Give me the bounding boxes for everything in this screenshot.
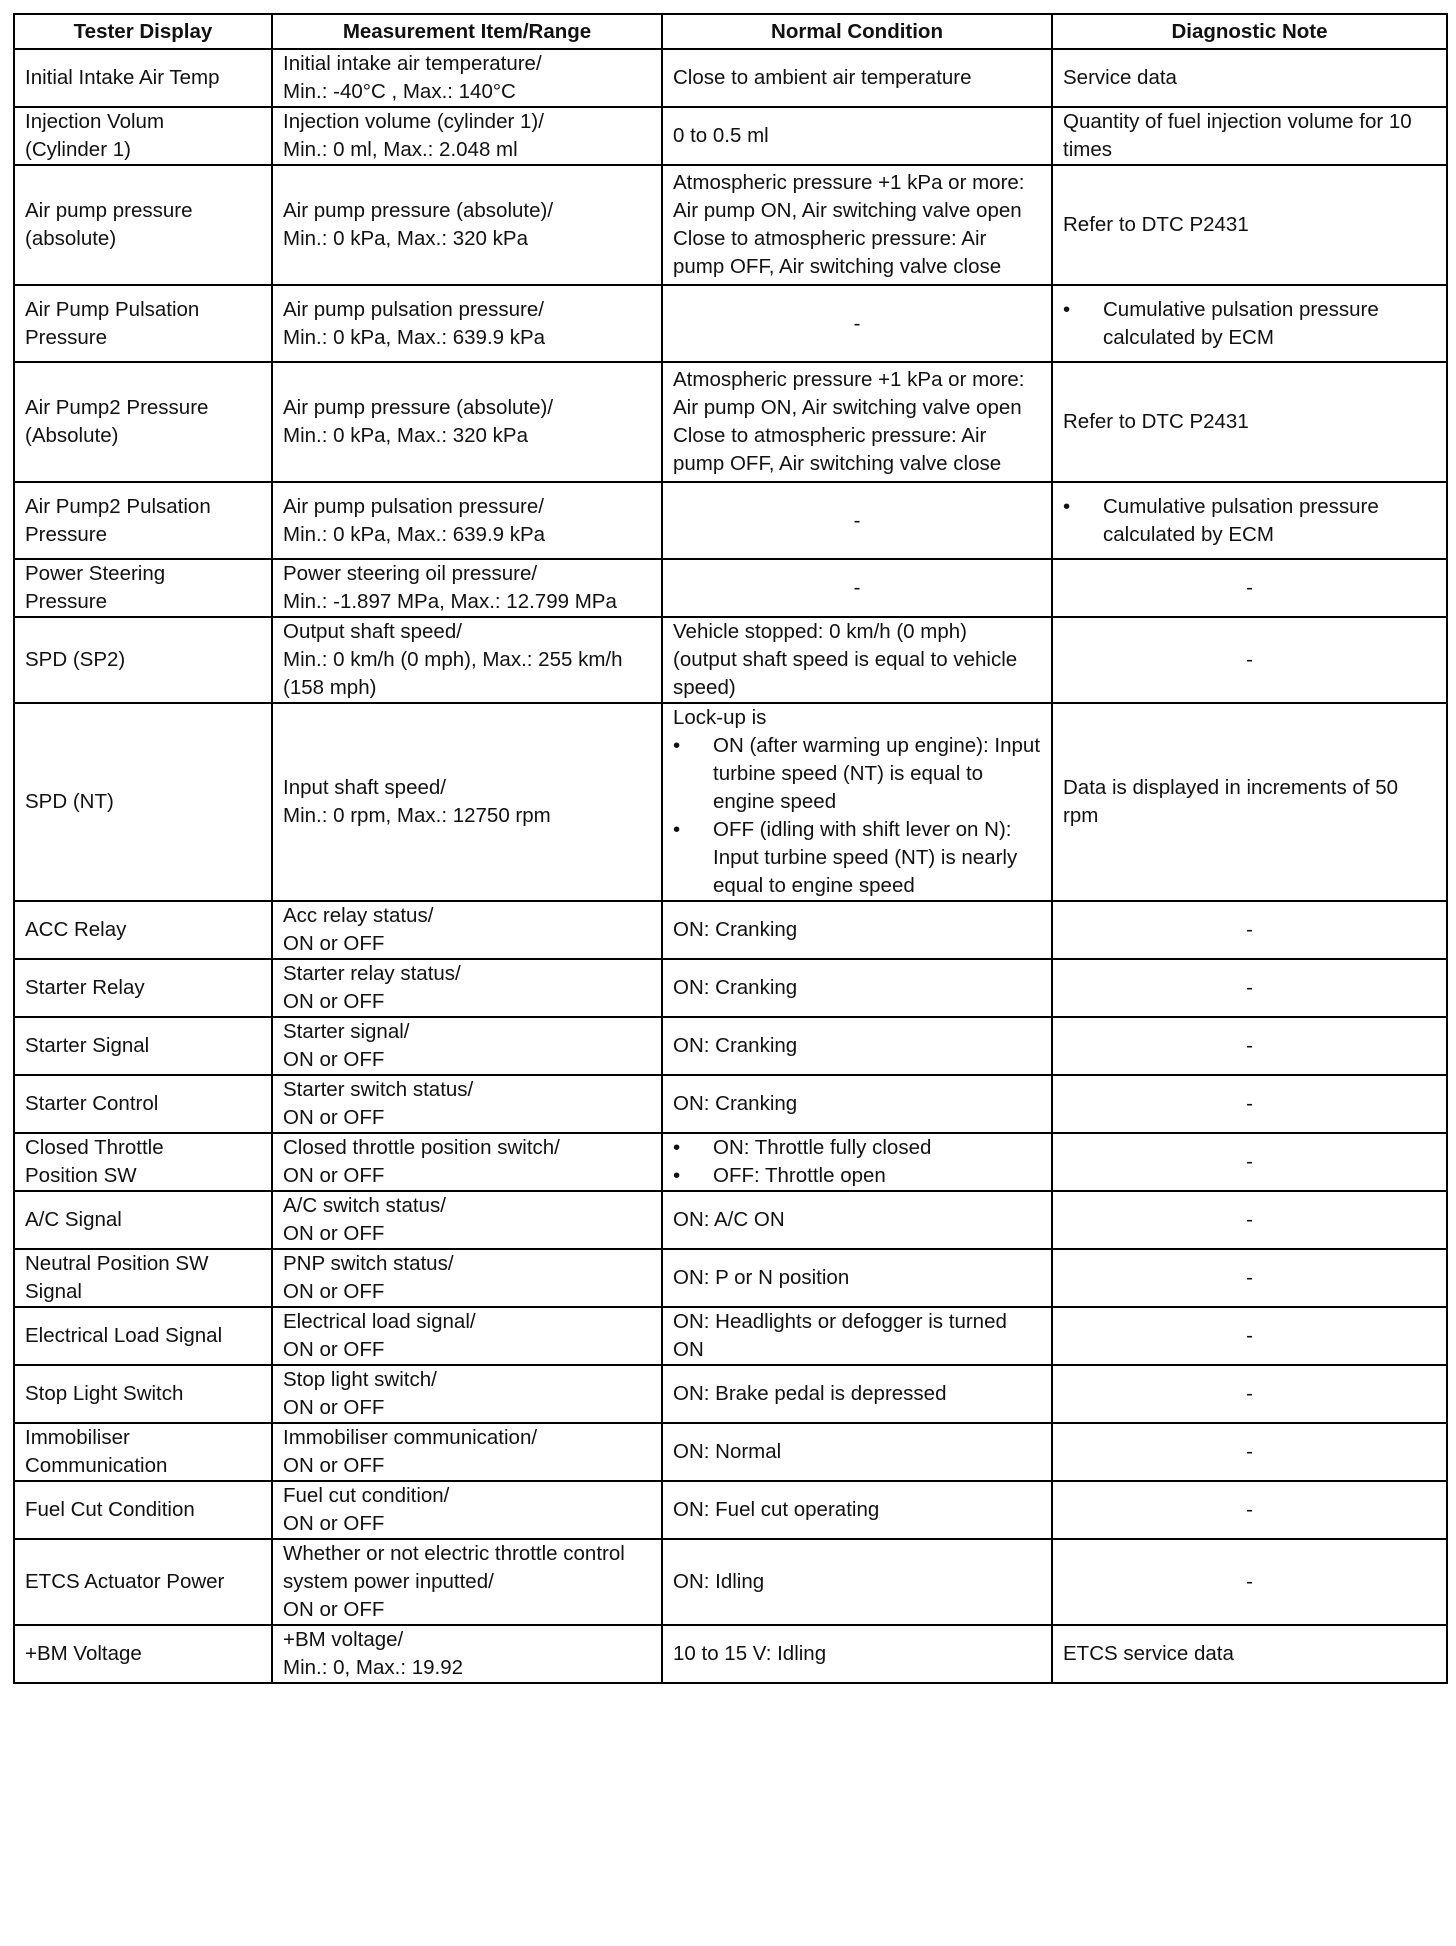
- normal-condition-cell: ON: Fuel cut operating: [662, 1481, 1052, 1539]
- table-row: [14, 703, 1447, 901]
- table-row: [14, 901, 1447, 959]
- table-row: [14, 165, 1447, 285]
- measurement-item-cell: Starter switch status/ ON or OFF: [272, 1075, 662, 1133]
- table-row: [14, 1481, 1447, 1539]
- normal-condition-cell: ON: Normal: [662, 1423, 1052, 1481]
- tester-display-cell: SPD (SP2): [14, 617, 272, 703]
- diagnostic-note-cell: -: [1052, 1075, 1447, 1133]
- measurement-item-cell: Initial intake air temperature/ Min.: -40°C , Max.: 140°C: [272, 49, 662, 107]
- normal-condition-cell: -: [662, 285, 1052, 362]
- diagnostic-note-cell: -: [1052, 1249, 1447, 1307]
- measurement-item-cell: Stop light switch/ ON or OFF: [272, 1365, 662, 1423]
- tester-display-cell: Air Pump2 Pressure (Absolute): [14, 362, 272, 482]
- measurement-item-cell: Starter relay status/ ON or OFF: [272, 959, 662, 1017]
- measurement-item-cell: Air pump pressure (absolute)/ Min.: 0 kPa, Max.: 320 kPa: [272, 165, 662, 285]
- table-row: [14, 285, 1447, 362]
- diagnostic-note-cell: Data is displayed in increments of 50 rpm: [1052, 703, 1447, 901]
- measurement-item-cell: Acc relay status/ ON or OFF: [272, 901, 662, 959]
- tester-display-cell: ETCS Actuator Power: [14, 1539, 272, 1625]
- diagnostic-note-cell: ETCS service data: [1052, 1625, 1447, 1683]
- bullet-item: • Cumulative pulsation pressure calculated by ECM: [1063, 493, 1436, 549]
- measurement-item-cell: Immobiliser communication/ ON or OFF: [272, 1423, 662, 1481]
- table-row: [14, 482, 1447, 559]
- normal-condition-cell: 10 to 15 V: Idling: [662, 1625, 1052, 1683]
- tester-display-cell: Injection Volum (Cylinder 1): [14, 107, 272, 165]
- diagnostic-note-cell: Service data: [1052, 49, 1447, 107]
- diagnostic-note-cell: -: [1052, 1423, 1447, 1481]
- measurement-item-cell: PNP switch status/ ON or OFF: [272, 1249, 662, 1307]
- measurement-item-cell: Air pump pulsation pressure/ Min.: 0 kPa, Max.: 639.9 kPa: [272, 285, 662, 362]
- measurement-item-cell: Closed throttle position switch/ ON or OFF: [272, 1133, 662, 1191]
- tester-display-cell: Starter Relay: [14, 959, 272, 1017]
- normal-condition-cell: ON: Cranking: [662, 1017, 1052, 1075]
- tester-display-cell: +BM Voltage: [14, 1625, 272, 1683]
- diagnostic-note-cell: -: [1052, 617, 1447, 703]
- normal-condition-cell: Vehicle stopped: 0 km/h (0 mph) (output shaft speed is equal to vehicle speed): [662, 617, 1052, 703]
- normal-condition-cell: -: [662, 559, 1052, 617]
- table-row: [14, 1307, 1447, 1365]
- normal-condition-intro: Lock-up is: [673, 706, 767, 729]
- diagnostic-note-cell: -: [1052, 1481, 1447, 1539]
- tester-display-cell: Initial Intake Air Temp: [14, 49, 272, 107]
- measurement-item-cell: Air pump pressure (absolute)/ Min.: 0 kPa, Max.: 320 kPa: [272, 362, 662, 482]
- bullet-item: • Cumulative pulsation pressure calculated by ECM: [1063, 296, 1436, 352]
- table-row: [14, 1539, 1447, 1625]
- normal-condition-cell: 0 to 0.5 ml: [662, 107, 1052, 165]
- bullet-list: [1063, 296, 1436, 352]
- table-row: [14, 1133, 1447, 1191]
- header-normal-condition: Normal Condition: [662, 14, 1052, 49]
- table-row: [14, 1423, 1447, 1481]
- tester-display-cell: Electrical Load Signal: [14, 1307, 272, 1365]
- normal-condition-cell: ON: Idling: [662, 1539, 1052, 1625]
- table-row: [14, 1075, 1447, 1133]
- tester-display-cell: Neutral Position SW Signal: [14, 1249, 272, 1307]
- diagnostic-note-cell: -: [1052, 1133, 1447, 1191]
- table-row: [14, 1365, 1447, 1423]
- bullet-item: • ON: Throttle fully closed: [673, 1134, 1041, 1162]
- table-row: [14, 1625, 1447, 1683]
- table-row: [14, 107, 1447, 165]
- tester-display-cell: Power Steering Pressure: [14, 559, 272, 617]
- measurement-item-cell: Starter signal/ ON or OFF: [272, 1017, 662, 1075]
- normal-condition-cell: ON: Brake pedal is depressed: [662, 1365, 1052, 1423]
- measurement-item-cell: A/C switch status/ ON or OFF: [272, 1191, 662, 1249]
- table-row: [14, 49, 1447, 107]
- bullet-item: • OFF: Throttle open: [673, 1162, 1041, 1190]
- bullet-list: [673, 732, 1041, 900]
- measurement-item-cell: Power steering oil pressure/ Min.: -1.897 MPa, Max.: 12.799 MPa: [272, 559, 662, 617]
- diagnostic-note-cell: Refer to DTC P2431: [1052, 362, 1447, 482]
- normal-condition-cell: [662, 703, 1052, 901]
- normal-condition-cell: ON: Cranking: [662, 901, 1052, 959]
- bullet-list: [673, 1134, 1041, 1190]
- bullet-item: • OFF (idling with shift lever on N): Input turbine speed (NT) is nearly equal to engine speed: [673, 816, 1041, 900]
- measurement-item-cell: Electrical load signal/ ON or OFF: [272, 1307, 662, 1365]
- normal-condition-cell: Atmospheric pressure +1 kPa or more: Air pump ON, Air switching valve open Close to atmospheric pressure: Air pump OFF, Air switching valve close: [662, 165, 1052, 285]
- tester-display-cell: A/C Signal: [14, 1191, 272, 1249]
- diagnostic-note-cell: Refer to DTC P2431: [1052, 165, 1447, 285]
- tester-display-cell: Air Pump Pulsation Pressure: [14, 285, 272, 362]
- normal-condition-cell: Close to ambient air temperature: [662, 49, 1052, 107]
- measurement-item-cell: Input shaft speed/ Min.: 0 rpm, Max.: 12750 rpm: [272, 703, 662, 901]
- normal-condition-cell: ON: P or N position: [662, 1249, 1052, 1307]
- measurement-item-cell: +BM voltage/ Min.: 0, Max.: 19.92: [272, 1625, 662, 1683]
- normal-condition-cell: ON: Cranking: [662, 959, 1052, 1017]
- table-row: [14, 1017, 1447, 1075]
- table-row: [14, 1191, 1447, 1249]
- diagnostic-note-cell: [1052, 285, 1447, 362]
- normal-condition-cell: -: [662, 482, 1052, 559]
- diagnostic-note-cell: -: [1052, 1017, 1447, 1075]
- tester-display-cell: Fuel Cut Condition: [14, 1481, 272, 1539]
- diagnostic-note-cell: -: [1052, 959, 1447, 1017]
- bullet-item: • ON (after warming up engine): Input turbine speed (NT) is equal to engine speed: [673, 732, 1041, 816]
- measurement-item-cell: Fuel cut condition/ ON or OFF: [272, 1481, 662, 1539]
- table-body: [14, 49, 1447, 1683]
- diagnostic-note-cell: -: [1052, 1365, 1447, 1423]
- table-header: [14, 14, 1447, 49]
- diagnostic-note-cell: -: [1052, 1191, 1447, 1249]
- header-tester-display: Tester Display: [14, 14, 272, 49]
- diagnostic-note-cell: -: [1052, 1307, 1447, 1365]
- diagnostic-note-cell: -: [1052, 1539, 1447, 1625]
- tester-display-cell: Air Pump2 Pulsation Pressure: [14, 482, 272, 559]
- table-row: [14, 617, 1447, 703]
- measurement-item-cell: Air pump pulsation pressure/ Min.: 0 kPa, Max.: 639.9 kPa: [272, 482, 662, 559]
- data-list-table: [13, 13, 1448, 1684]
- tester-display-cell: Closed Throttle Position SW: [14, 1133, 272, 1191]
- table-row: [14, 559, 1447, 617]
- tester-display-cell: Starter Control: [14, 1075, 272, 1133]
- table-row: [14, 959, 1447, 1017]
- tester-display-cell: Air pump pressure (absolute): [14, 165, 272, 285]
- normal-condition-cell: Atmospheric pressure +1 kPa or more: Air pump ON, Air switching valve open Close to atmospheric pressure: Air pump OFF, Air switching valve close: [662, 362, 1052, 482]
- measurement-item-cell: Injection volume (cylinder 1)/ Min.: 0 ml, Max.: 2.048 ml: [272, 107, 662, 165]
- bullet-list: [1063, 493, 1436, 549]
- tester-display-cell: Starter Signal: [14, 1017, 272, 1075]
- tester-display-cell: Immobiliser Communication: [14, 1423, 272, 1481]
- normal-condition-cell: [662, 1133, 1052, 1191]
- tester-display-cell: ACC Relay: [14, 901, 272, 959]
- diagnostic-note-cell: -: [1052, 901, 1447, 959]
- normal-condition-cell: ON: Headlights or defogger is turned ON: [662, 1307, 1052, 1365]
- tester-display-cell: Stop Light Switch: [14, 1365, 272, 1423]
- header-diagnostic-note: Diagnostic Note: [1052, 14, 1447, 49]
- normal-condition-cell: ON: A/C ON: [662, 1191, 1052, 1249]
- header-measurement-item: Measurement Item/Range: [272, 14, 662, 49]
- normal-condition-cell: ON: Cranking: [662, 1075, 1052, 1133]
- diagnostic-note-cell: -: [1052, 559, 1447, 617]
- measurement-item-cell: Output shaft speed/ Min.: 0 km/h (0 mph), Max.: 255 km/h (158 mph): [272, 617, 662, 703]
- tester-display-cell: SPD (NT): [14, 703, 272, 901]
- table-row: [14, 1249, 1447, 1307]
- diagnostic-note-cell: Quantity of fuel injection volume for 10 times: [1052, 107, 1447, 165]
- table-row: [14, 362, 1447, 482]
- measurement-item-cell: Whether or not electric throttle control system power inputted/ ON or OFF: [272, 1539, 662, 1625]
- diagnostic-note-cell: [1052, 482, 1447, 559]
